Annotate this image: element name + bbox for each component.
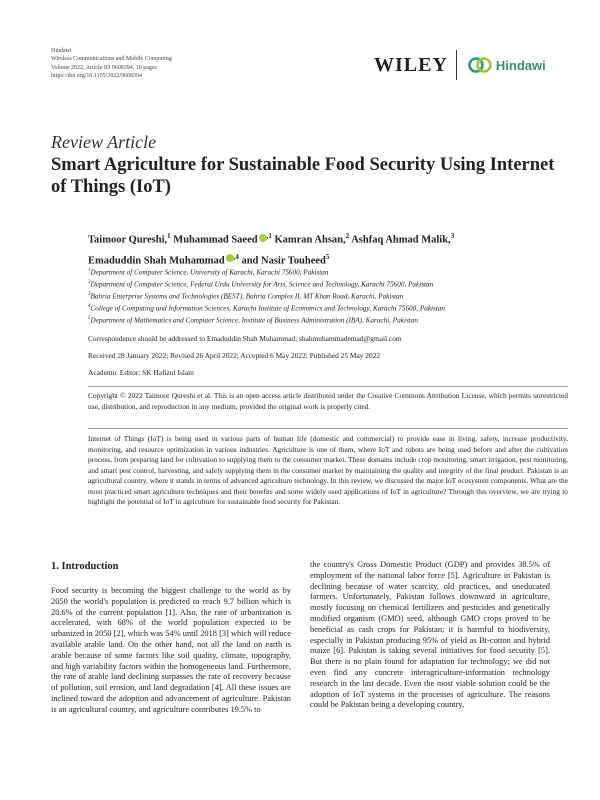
wiley-logo: WILEY bbox=[374, 53, 448, 76]
intro-column-left: Food security is becoming the biggest challenge to the world as by 2050 the world's population is predicted to reach 9.7 billion which is 20.6% of the current population [1]. Also, the rate of urbanization is accelerated, with 68% of the world population expected to be urbanized in 2050 [2], which was 54% until 2018 [3] which will reduce available arable land. On the other hand, not all the land on earth is arable because of some factors like soil quality, climate, topography, and high variability factors within the homogeneous land. Furthermore, the rate of arable land declining surpasses the rate of recovery because of pollution, soil erosion, and land degradation [4]. All these issues are inclined toward the adoption and advancement of agriculture. Pakistan is an agricultural country, and agriculture contributes 19.5% to bbox=[51, 586, 291, 714]
publisher-name: Hindawi bbox=[51, 48, 72, 54]
academic-editor: Academic Editor: SK Hafizul Islam bbox=[88, 368, 194, 377]
publisher-logos bbox=[374, 48, 546, 82]
affiliation-text: Department of Computer Science, Federal Urdu University for Arts, Science and Technology, Karachi 75600, Pakistan bbox=[90, 280, 434, 289]
author-affiliation-number: 3 bbox=[450, 232, 455, 240]
hindawi-logo-icon bbox=[467, 56, 493, 74]
author-affiliation-number: ,1 bbox=[266, 232, 272, 240]
author-name: Ashfaq Ahmad Malik, bbox=[351, 234, 451, 246]
article-type: Review Article bbox=[51, 132, 157, 152]
logo-divider bbox=[456, 50, 457, 80]
affiliation-number: 4 bbox=[88, 303, 91, 309]
section-heading: 1. Introduction bbox=[51, 561, 119, 572]
affiliation-text: Department of Computer Science, University of Karachi, Karachi 75600, Pakistan bbox=[90, 268, 329, 277]
correspondence: Correspondence should be addressed to Emaduddin Shah Muhammad; shahmuhammademad@gmail.com bbox=[88, 334, 402, 343]
affiliation-text: Bahria Enterprise Systems and Technologies (BEST), Bahria Complex II, MT Khan Road, Karachi, Pakistan bbox=[90, 292, 404, 301]
affiliation-text: College of Computing and Information Sciences, Karachi Institute of Economics and Technology, Karachi 75600, Pakistan bbox=[90, 304, 445, 313]
affiliation-number: 1 bbox=[88, 268, 91, 273]
author-name: Muhammad Saeed bbox=[173, 234, 258, 246]
intro-column-right: the country's Gross Domestic Product (GDP) and provides 38.5% of employment of the national labor force [5]. Agriculture in Pakistan is declining because of water scarcity, old practices, and uneducated farmers. Unfortunately, Pakistan follows downward in agriculture, mostly focusing on chemical fertilizers and pesticides and genetically modified organism (GMO) seed, although GMO crops proved to be beneficial as cash crops for Pakistan; it is harmful to biodiversity, especially in Pakistan producing 95% of yield as Bt-cotton and hybrid maize [6]. Pakistan is taking several initiatives for food security [5]. But there is no plain found for adaptation for technology; we did not even find any concrete interagriculture-information technology research in the last decade. Even the most viable solution could be the adoption of IoT systems in the processes of agriculture. The reasons could be Pakistan being a developing country, bbox=[310, 560, 550, 710]
affiliation-item bbox=[88, 314, 568, 326]
abstract: Internet of Things (IoT) is being used in various parts of human life (domestic and commercial) to provide ease in living, safety, increase productivity, monitoring, and resource optimization in various industries. Agriculture is one of them, where IoT and robots are being used before and after the cultivation process, from preparing land for cultivation to supplying them to the consumer market. These domains include crop monitoring, smart irrigation, pest monitoring, and smart pest control, harvesting, and safely supplying them in the consumer market by maintaining the quality and integrity of the final product. Pakistan is an agricultural country, where it stands in terms of advanced agriculture technology. In this review, we discussed the major IoT ecosystem components. What are the most practiced smart agriculture techniques and their benefits and some widely used applications of IoT in agriculture? Through this overview, we are trying to highlight the potential of IoT in agriculture for sustainable food security for Pakistan. bbox=[88, 434, 568, 506]
affiliation-text: Department of Mathematics and Computer Science, Institute of Business Administration (IBA), Karachi, Pakistan bbox=[90, 315, 418, 324]
author-affiliation-number: ,4 bbox=[233, 252, 239, 261]
author-affiliation-number: 2 bbox=[345, 232, 350, 240]
journal-name: Wireless Communications and Mobile Computing bbox=[51, 56, 172, 63]
orcid-icon[interactable] bbox=[259, 234, 267, 242]
journal-doi[interactable]: https://doi.org/10.1155/2022/9608394 bbox=[51, 72, 143, 79]
divider bbox=[88, 386, 568, 387]
affiliation-number: 2 bbox=[88, 279, 91, 285]
author-affiliation-number: 5 bbox=[325, 252, 330, 261]
orcid-icon[interactable] bbox=[226, 254, 234, 262]
article-title: Smart Agriculture for Sustainable Food Security Using Internet of Things (IoT) bbox=[51, 155, 555, 197]
copyright-notice: Copyright © 2022 Taimoor Qureshi et al. This is an open access article distributed under the Creative Commons Attribution License, which permits unrestricted use, distribution, and reproduction in any medium, provided the original work is properly cited. bbox=[88, 391, 568, 411]
author-list bbox=[88, 228, 558, 269]
article-dates: Received 28 January 2022; Revised 26 April 2022; Accepted 6 May 2022; Published 25 May 2022 bbox=[88, 351, 381, 360]
affiliation-number: 3 bbox=[88, 291, 91, 297]
author-name: Kamran Ahsan, bbox=[274, 234, 346, 246]
affiliation-item bbox=[88, 290, 568, 302]
journal-volume: Volume 2022, Article ID 9608394, 10 pages bbox=[51, 64, 157, 71]
hindawi-logo-text: Hindawi bbox=[495, 57, 546, 73]
author-affiliation-number: 1 bbox=[167, 232, 171, 240]
author-name: and Nasir Touheed bbox=[241, 255, 326, 266]
affiliation-number: 5 bbox=[88, 315, 91, 321]
author-name: Taimoor Qureshi, bbox=[88, 234, 168, 246]
affiliation-item bbox=[88, 266, 568, 278]
divider bbox=[88, 428, 568, 429]
affiliation-item bbox=[88, 278, 568, 290]
journal-info bbox=[51, 47, 172, 80]
author-name: Emaduddin Shah Muhammad bbox=[88, 255, 225, 266]
affiliation-item bbox=[88, 302, 568, 314]
affiliations bbox=[88, 266, 568, 325]
